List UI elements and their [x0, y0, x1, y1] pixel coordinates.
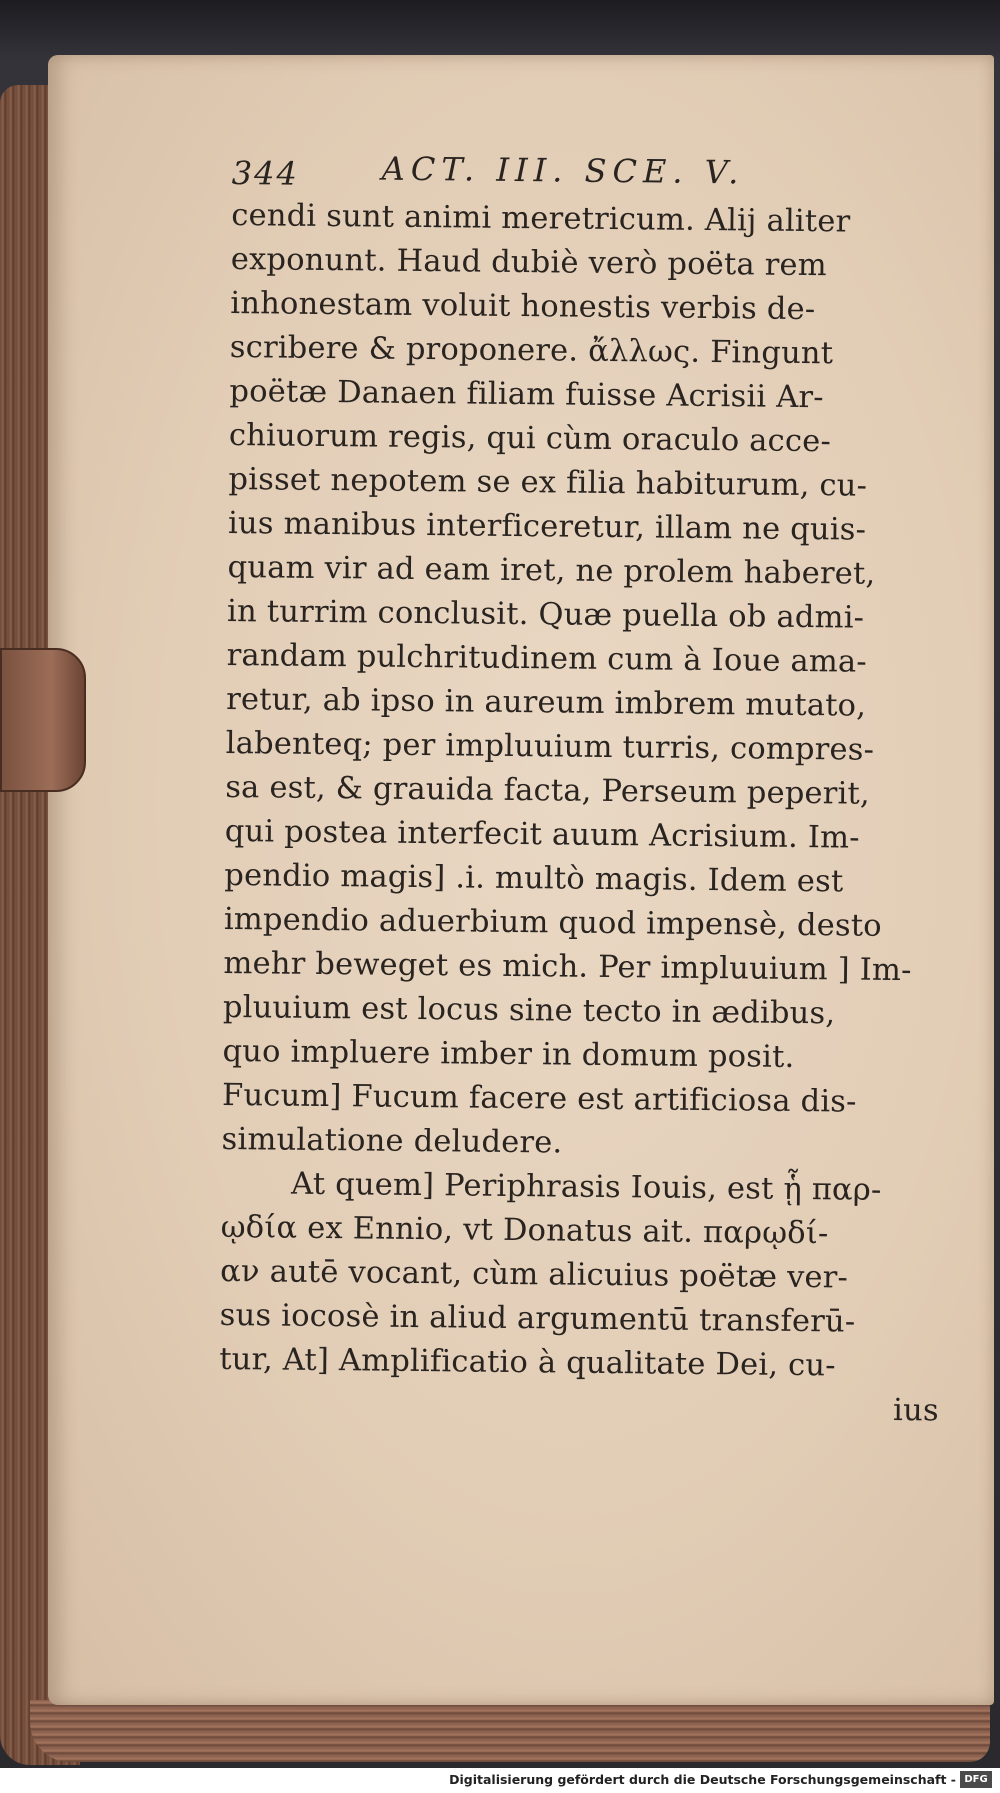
funding-credit: Digitalisierung gefördert durch die Deutsche Forschungsgemeinschaft - [449, 1772, 956, 1787]
text-line: exponunt. Haud dubiè verò poëta rem [230, 241, 828, 284]
text-line: pendio magis] .i. multò magis. Idem est [224, 857, 844, 900]
text-line: simulatione deludere. [221, 1121, 563, 1161]
text-line: pluuium est locus sine tecto in ædibus, [222, 989, 836, 1032]
text-line: sa est, & grauida facta, Perseum peperit, [225, 769, 871, 812]
text-line: scribere & proponere. ἄλλως. Fingunt [229, 329, 834, 372]
text-line: quam vir ad eam iret, ne prolem haberet, [227, 549, 876, 592]
text-line: poëtæ Danaen filiam fuisse Acrisii Ar- [229, 373, 824, 416]
text-line: ius manibus interficeretur, illam ne quis- [227, 505, 867, 548]
text-line: randam pulchritudinem cum à Ioue ama- [226, 637, 868, 680]
text-line: mehr beweget es mich. Per impluuium ] Im- [223, 945, 912, 989]
text-line: in turrim conclusit. Quæ puella ob admi- [226, 593, 865, 636]
text-line: tur, At] Amplificatio à qualitate Dei, cu- [219, 1341, 836, 1384]
page-header [232, 148, 952, 202]
text-line: labenteq; per impluuium turris, compres- [225, 725, 875, 768]
text-line: Fucum] Fucum facere est artificiosa dis- [221, 1077, 857, 1120]
text-line: At quem] Periphrasis Iouis, est ᾗ παρ- [290, 1166, 882, 1208]
text-line: αν autē vocant, cùm alicuius poëtæ ver- [220, 1253, 849, 1296]
page-clip-tab [0, 648, 86, 792]
text-line: inhonestam voluit honestis verbis de- [230, 285, 816, 328]
text-line: impendio aduerbium quod impensè, desto [223, 901, 883, 944]
dfg-logo: DFG [960, 1771, 992, 1788]
digitization-footer [0, 1768, 1000, 1793]
text-line: retur, ab ipso in aureum imbrem mutato, [226, 681, 867, 724]
running-head: ACT. III. SCE. V. [381, 149, 745, 192]
catchword: ius [892, 1392, 939, 1429]
text-line: qui postea interfecit auum Acrisium. Im- [224, 813, 860, 856]
text-line: ῳδία ex Ennio, vt Donatus ait. παρῳδί- [220, 1209, 829, 1252]
page-number: 344 [231, 153, 300, 193]
book-bottom-edges [30, 1700, 990, 1762]
text-line: quo impluere imber in domum posit. [222, 1033, 795, 1075]
text-line: sus iocosè in aliud argumentū transferū- [219, 1297, 856, 1340]
text-line: chiuorum regis, qui cùm oraculo acce- [228, 417, 832, 460]
text-line: cendi sunt animi meretricum. Alij aliter [231, 197, 851, 240]
page-text-block [219, 148, 952, 1433]
text-line: pisset nepotem se ex filia habiturum, cu- [228, 461, 868, 504]
